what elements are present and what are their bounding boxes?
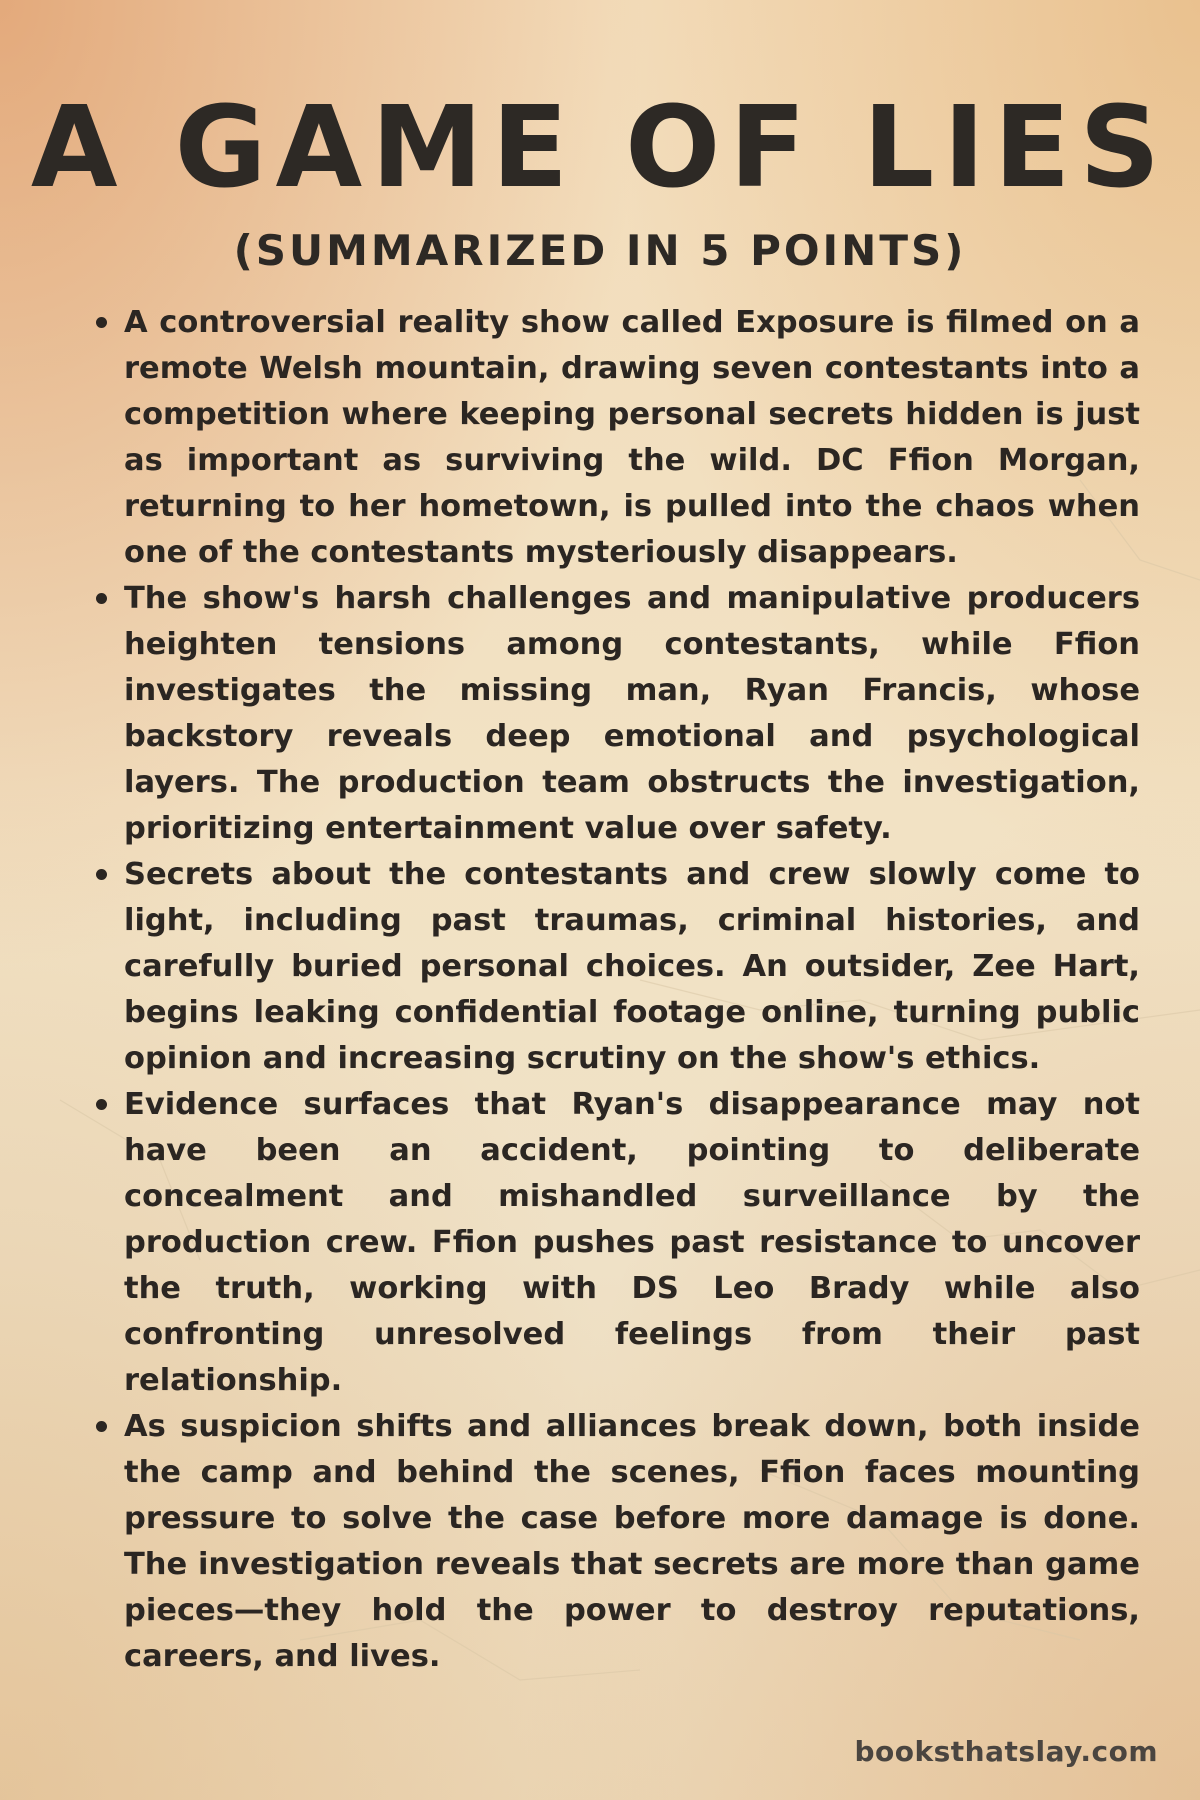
page-title: A GAME OF LIES (30, 83, 1170, 213)
summary-point-1 (124, 300, 1140, 576)
summary-point-text: The show's harsh challenges and manipulative producers heighten tensions among contestants, while Ffion investigates the missing man, Ryan Francis, whose backstory reveals deep emotional and psychological layers. The production team obstructs the investigation, prioritizing entertainment value over safety. (124, 581, 1140, 846)
summary-point-2 (124, 576, 1140, 852)
site-credit: booksthatslay.com (854, 1735, 1158, 1768)
summary-point-text: Evidence surfaces that Ryan's disappearance may not have been an accident, pointing to deliberate concealment and mishandled surveillance by the production crew. Ffion pushes past resistance to uncover the truth, working with DS Leo Brady while also confronting unresolved feelings from their past relationship. (124, 1087, 1140, 1398)
summary-point-text: A controversial reality show called Exposure is filmed on a remote Welsh mountain, drawing seven contestants into a competition where keeping personal secrets hidden is just as important as surviving the wild. DC Ffion Morgan, returning to her hometown, is pulled into the chaos when one of the contestants mysteriously disappears. (124, 305, 1140, 570)
bullet-dot-icon (96, 593, 107, 604)
bullet-dot-icon (96, 1099, 107, 1110)
bullet-dot-icon (96, 1421, 107, 1432)
page-subtitle: (SUMMARIZED IN 5 POINTS) (233, 226, 967, 275)
summary-point-3 (124, 852, 1140, 1082)
summary-point-5 (124, 1404, 1140, 1680)
summary-point-text: As suspicion shifts and alliances break down, both inside the camp and behind the scenes, Ffion faces mounting pressure to solve the case before more damage is done. The investigation reveals that secrets are more than game pieces—they hold the power to destroy reputations, careers, and lives. (124, 1409, 1140, 1674)
summary-point-4 (124, 1082, 1140, 1404)
bullet-dot-icon (96, 317, 107, 328)
bullet-dot-icon (96, 869, 107, 880)
summary-points-list (124, 300, 1140, 1680)
summary-point-text: Secrets about the contestants and crew slowly come to light, including past traumas, criminal histories, and carefully buried personal choices. An outsider, Zee Hart, begins leaking confidential footage online, turning public opinion and increasing scrutiny on the show's ethics. (124, 857, 1140, 1076)
